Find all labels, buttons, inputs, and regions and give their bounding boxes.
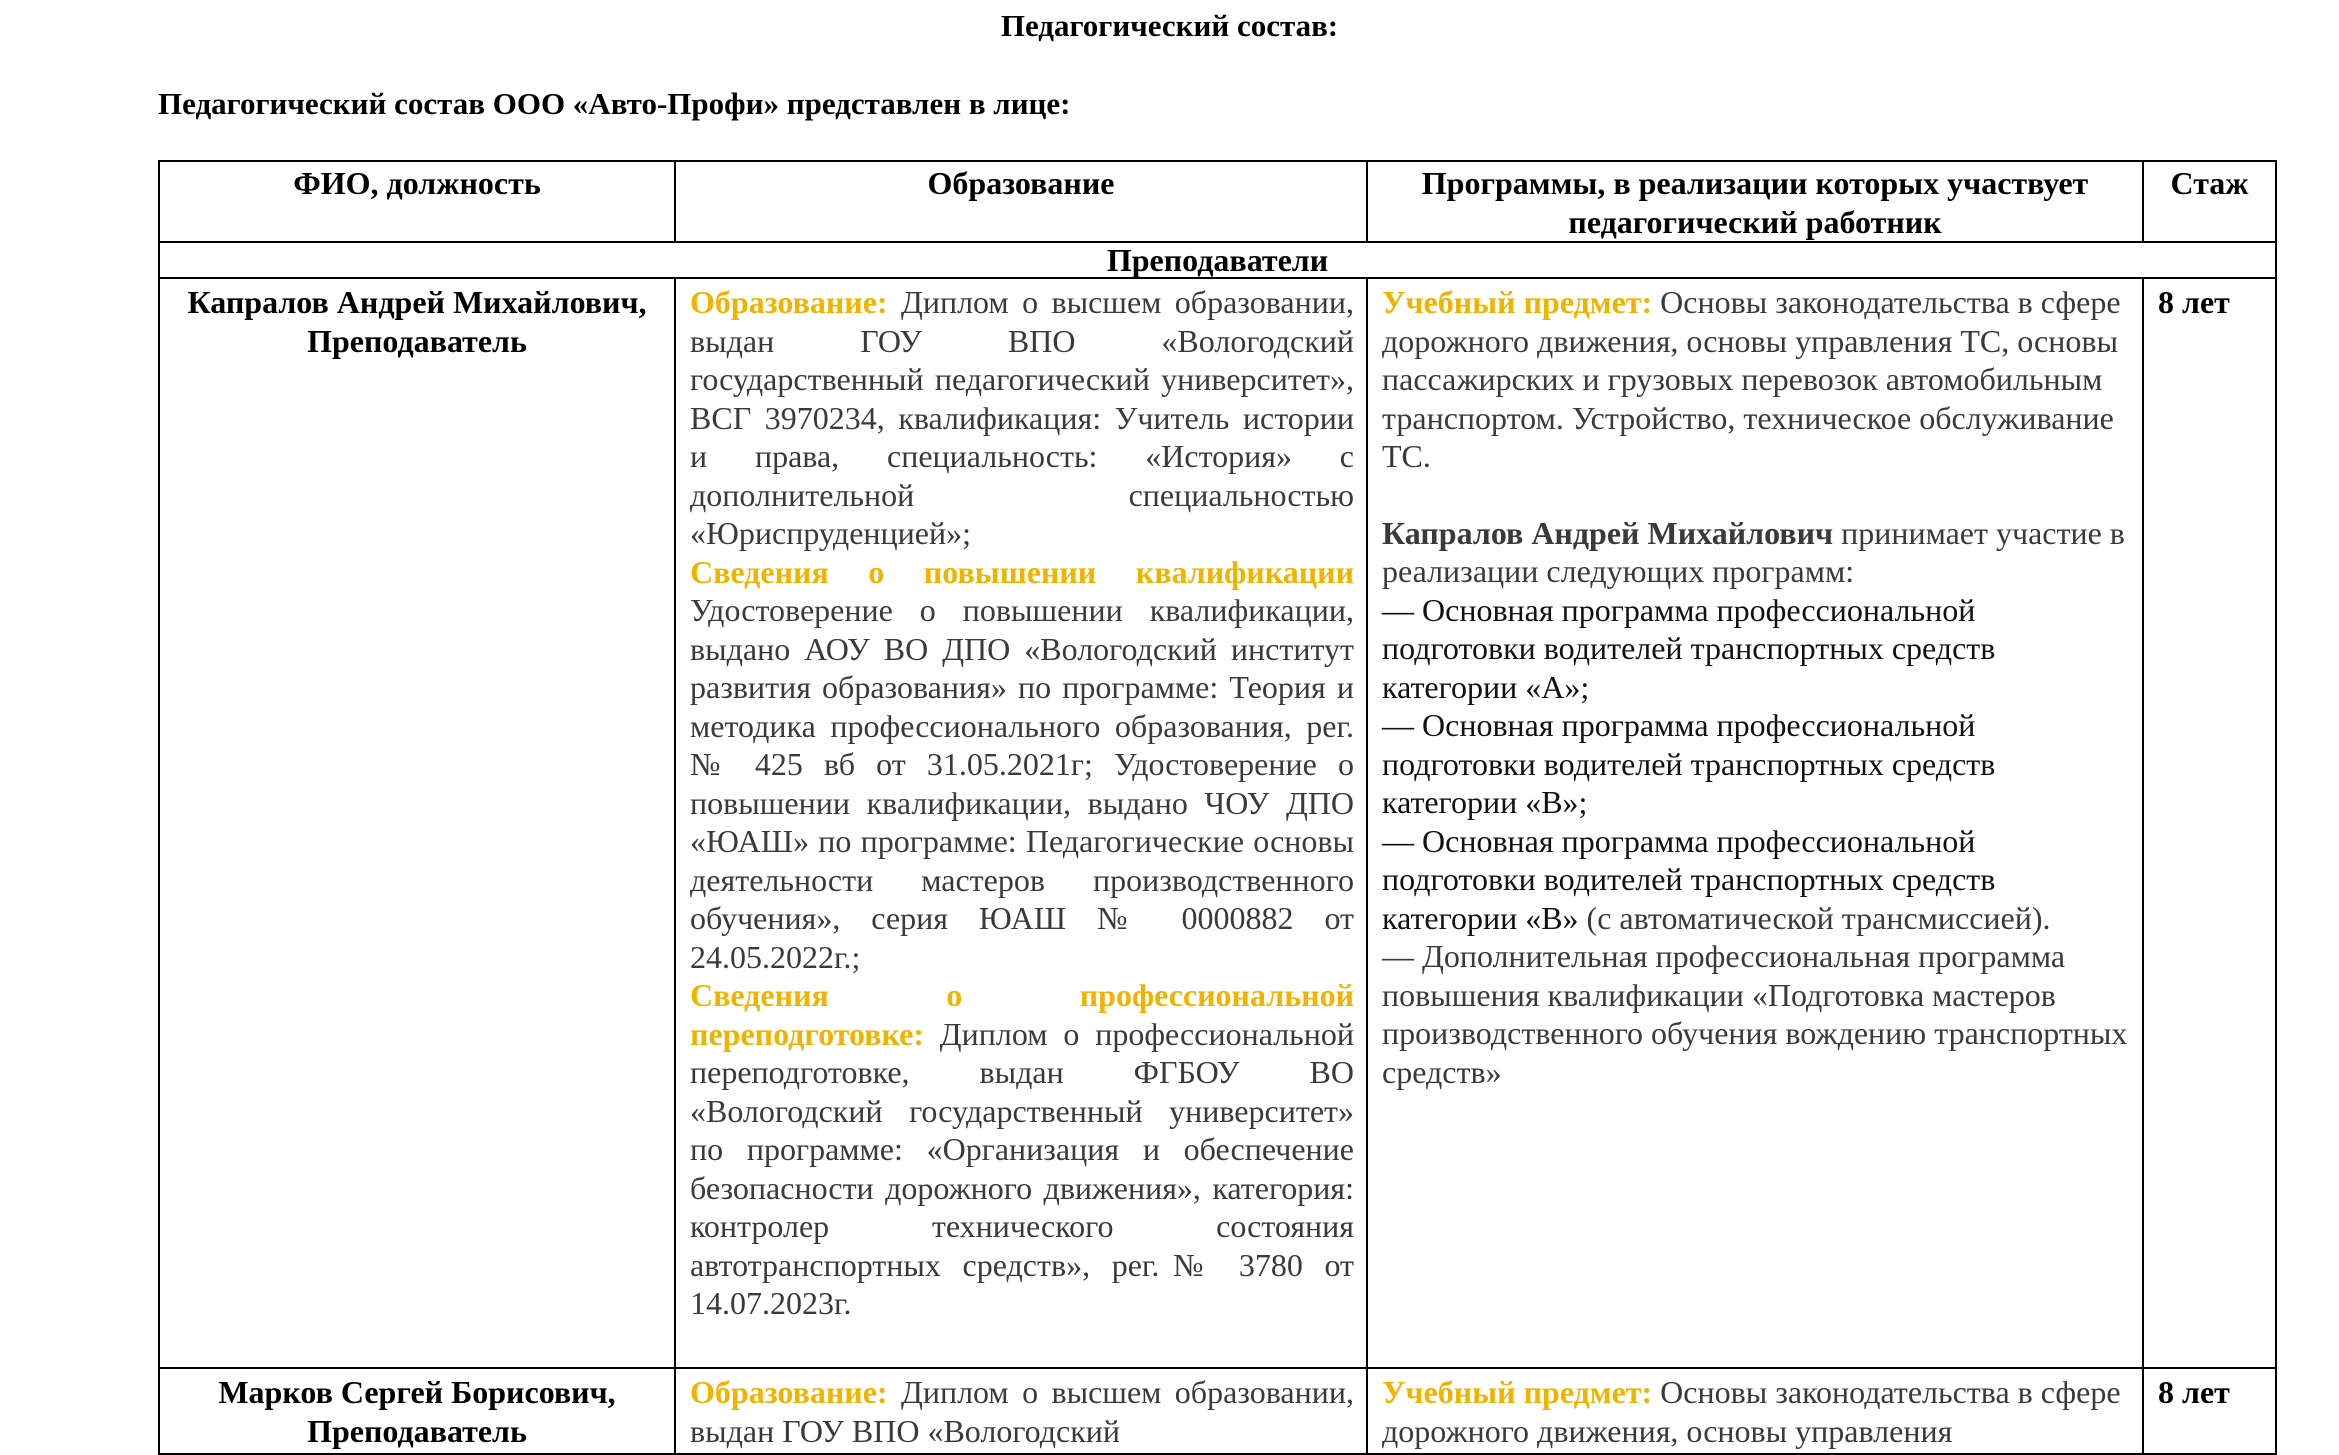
- programs-cell: [1367, 1368, 2143, 1454]
- programs-cell: [1367, 278, 2143, 1368]
- program-item-suffix: (с автоматической трансмиссией).: [1586, 899, 2051, 936]
- education-text: Диплом о высшем образовании, выдан ГОУ ВПО «Вологодский: [690, 1374, 1354, 1449]
- subject-label: Учебный предмет:: [1382, 1374, 1653, 1410]
- group-label: Преподаватели: [159, 242, 2276, 278]
- subject-label: Учебный предмет:: [1382, 284, 1653, 320]
- header-experience: Стаж: [2143, 161, 2276, 242]
- subject-text: Основы законодательства в сфере дорожного движения, основы управления ТС, основы пассажирских и грузовых перевозок автомобильным транспортом. Устройство, техническое обслуживание ТС.: [1382, 284, 2121, 474]
- programs-intro-paragraph: [1382, 514, 2128, 591]
- teacher-position: Преподаватель: [307, 1412, 527, 1449]
- program-item: [1382, 822, 2128, 938]
- education-text: Диплом о высшем образовании, выдан ГОУ ВПО «Вологодский государственный педагогический университет», ВСГ 3970234, квалификация: Учитель истории и права, специальность: «История» с дополнительной специальностью «Юриспруденцией»;: [690, 284, 1354, 551]
- teacher-position: Преподаватель: [307, 322, 527, 359]
- program-item: — Дополнительная профессиональная программа повышения квалификации «Подготовка мастеров производственного обучения вождению транспортных средств»: [1382, 938, 2128, 1090]
- staff-table: [158, 160, 2277, 1455]
- teacher-name-cell: [159, 278, 675, 1368]
- teacher-name: Капралов Андрей Михайлович,: [187, 284, 647, 320]
- intro-text: Педагогический состав ООО «Авто-Профи» представлен в лице:: [158, 86, 1071, 121]
- teacher-name-cell: [159, 1368, 675, 1454]
- program-item: — Основная программа профессиональной подготовки водителей транспортных средств категории «В»;: [1382, 707, 1996, 820]
- education-label: Образование:: [690, 284, 888, 320]
- program-item: — Основная программа профессиональной подготовки водителей транспортных средств категории «А»;: [1382, 591, 1996, 705]
- page-title: Педагогический состав:: [1000, 8, 1339, 43]
- header-name: ФИО, должность: [159, 161, 675, 242]
- retraining-text: Диплом о профессиональной переподготовке, выдан ФГБОУ ВО «Вологодский государственный университет» по программе: «Организация и обеспечение безопасности дорожного движения», категория: контролер технического состояния автотранспортных средств», рег.№ 3780 от 14.07.2023г.: [690, 1015, 1355, 1321]
- education-cell: [675, 278, 1367, 1368]
- education-cell: [675, 1368, 1367, 1454]
- programs-person: Капралов Андрей Михайлович: [1382, 514, 1834, 551]
- table-header-row: [159, 161, 2276, 242]
- experience-cell: 8 лет: [2143, 278, 2276, 1368]
- programs-intro: принимает участие в реализации следующих программ:: [1382, 514, 2125, 589]
- education-label: Образование:: [690, 1374, 888, 1410]
- table-row: [159, 1368, 2276, 1454]
- experience-cell: 8 лет: [2143, 1368, 2276, 1454]
- group-row: [159, 242, 2276, 278]
- teacher-name: Марков Сергей Борисович,: [218, 1374, 616, 1410]
- retraining-label: Сведения о профессиональной переподготовке:: [690, 977, 1354, 1052]
- qualification-text: Удостоверение о повышении квалификации, выдано АОУ ВО ДПО «Вологодский институт развития образования» по программе: Теория и методика профессионального образования, рег.№ 425 вб от 31.05.2021г; Удостоверение о повышении квалификации, выдано ЧОУ ДПО «ЮАШ» по программе: Педагогические основы деятельности мастеров производственного обучения», серия ЮАШ № 0000882 от 24.05.2022г.;: [690, 592, 1354, 975]
- subject-text: Основы законодательства в сфере дорожного движения, основы управления: [1382, 1374, 2121, 1449]
- header-education: Образование: [675, 161, 1367, 242]
- table-row: [159, 278, 2276, 1368]
- program-item-text: — Основная программа профессиональной подготовки водителей транспортных средств категории «В»: [1382, 822, 1996, 936]
- header-programs: Программы, в реализации которых участвует педагогический работник: [1367, 161, 2143, 242]
- qualification-label: Сведения о повышении квалификации: [690, 553, 1354, 590]
